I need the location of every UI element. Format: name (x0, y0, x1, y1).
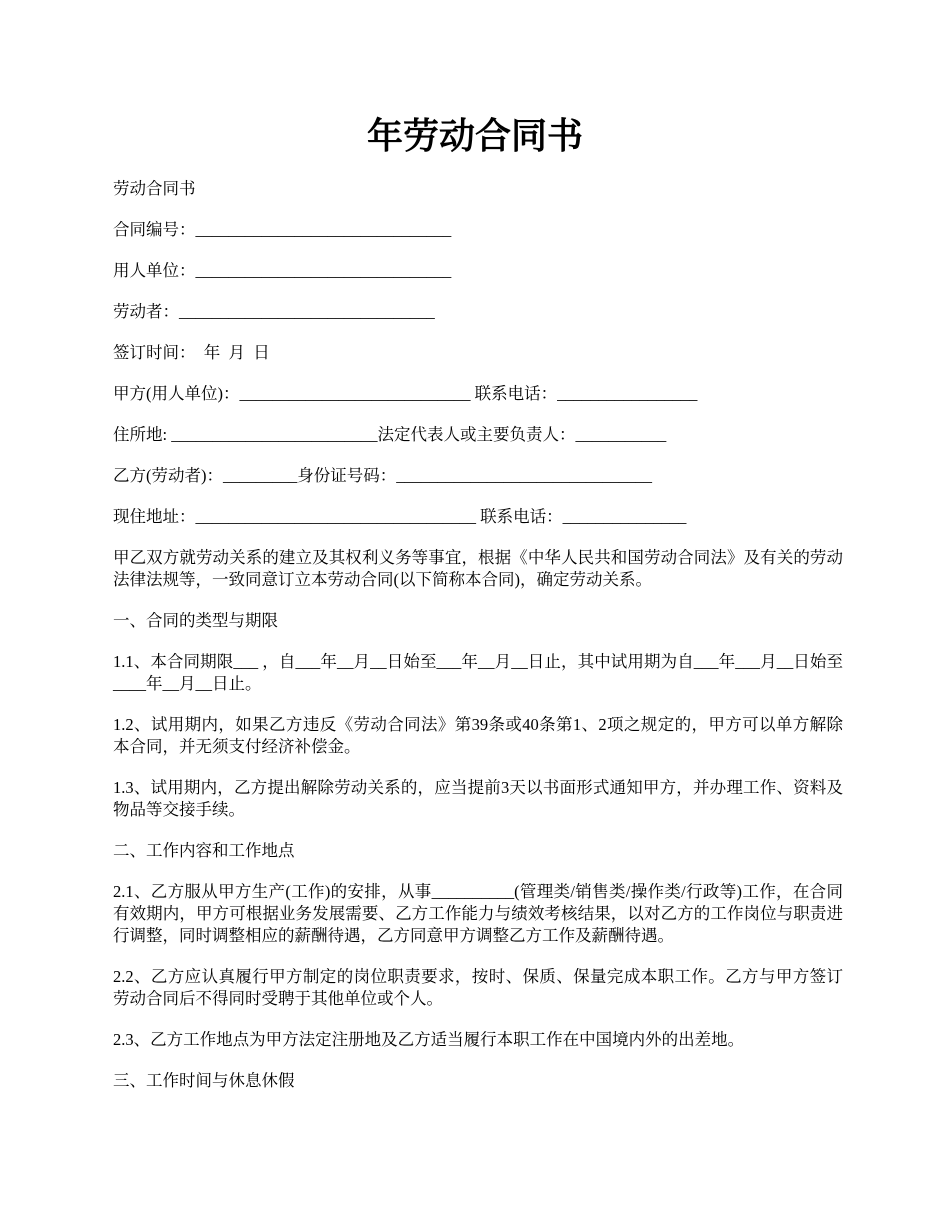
clause-1-2: 1.2、试用期内，如果乙方违反《劳动合同法》第39条或40条第1、2项之规定的，甲方可以单方解除本合同，并无须支付经济补偿金。 (113, 715, 843, 756)
employee-line: 劳动者：_______________________________ (113, 302, 435, 321)
doc-heading-contract: 劳动合同书 (113, 179, 196, 198)
document-body (113, 178, 843, 1111)
document-title: 年劳动合同书 (366, 116, 583, 156)
current-address-line: 现住地址：__________________________________ 联系电话：_______________ (113, 507, 687, 526)
employer-line: 用人单位：_______________________________ (113, 261, 452, 280)
clause-1-3: 1.3、试用期内，乙方提出解除劳动关系的，应当提前3天以书面形式通知甲方，并办理工作、资料及物品等交接手续。 (113, 778, 843, 819)
section-heading-3: 三、工作时间与休息休假 (113, 1071, 295, 1090)
party-a-line: 甲方(用人单位)：____________________________ 联系电话：_________________ (113, 384, 698, 403)
section-heading-2: 二、工作内容和工作地点 (113, 841, 295, 860)
section-heading-1: 一、合同的类型与期限 (113, 611, 278, 630)
clause-2-3: 2.3、乙方工作地点为甲方法定注册地及乙方适当履行本职工作在中国境内外的出差地。 (113, 1030, 745, 1049)
clause-2-2: 2.2、乙方应认真履行甲方制定的岗位职责要求，按时、保质、保量完成本职工作。乙方与甲方签订劳动合同后不得同时受聘于其他单位或个人。 (113, 967, 843, 1008)
preamble-paragraph: 甲乙双方就劳动关系的建立及其权利义务等事宜，根据《中华人民共和国劳动合同法》及有关的劳动法律法规等，一致同意订立本劳动合同(以下简称本合同)，确定劳动关系。 (113, 548, 843, 589)
party-b-line: 乙方(劳动者)：_________身份证号码：_______________________________ (113, 466, 652, 485)
address-line: 住所地: _________________________法定代表人或主要负责人：___________ (113, 425, 667, 444)
contract-number-line: 合同编号：_______________________________ (113, 220, 452, 239)
clause-2-1: 2.1、乙方服从甲方生产(工作)的安排，从事__________(管理类/销售类/操作类/行政等)工作，在合同有效期内，甲方可根据业务发展需要、乙方工作能力与绩效考核结果，以对乙方的工作岗位与职责进行调整，同时调整相应的薪酬待遇，乙方同意甲方调整乙方工作及薪酬待遇。 (113, 882, 843, 945)
clause-1-1: 1.1、本合同期限___ ，自___年__月__日始至___年__月__日止，其中试用期为自___年___月__日始至____年__月__日止。 (113, 652, 843, 693)
sign-date-line: 签订时间： 年 月 日 (113, 343, 270, 362)
